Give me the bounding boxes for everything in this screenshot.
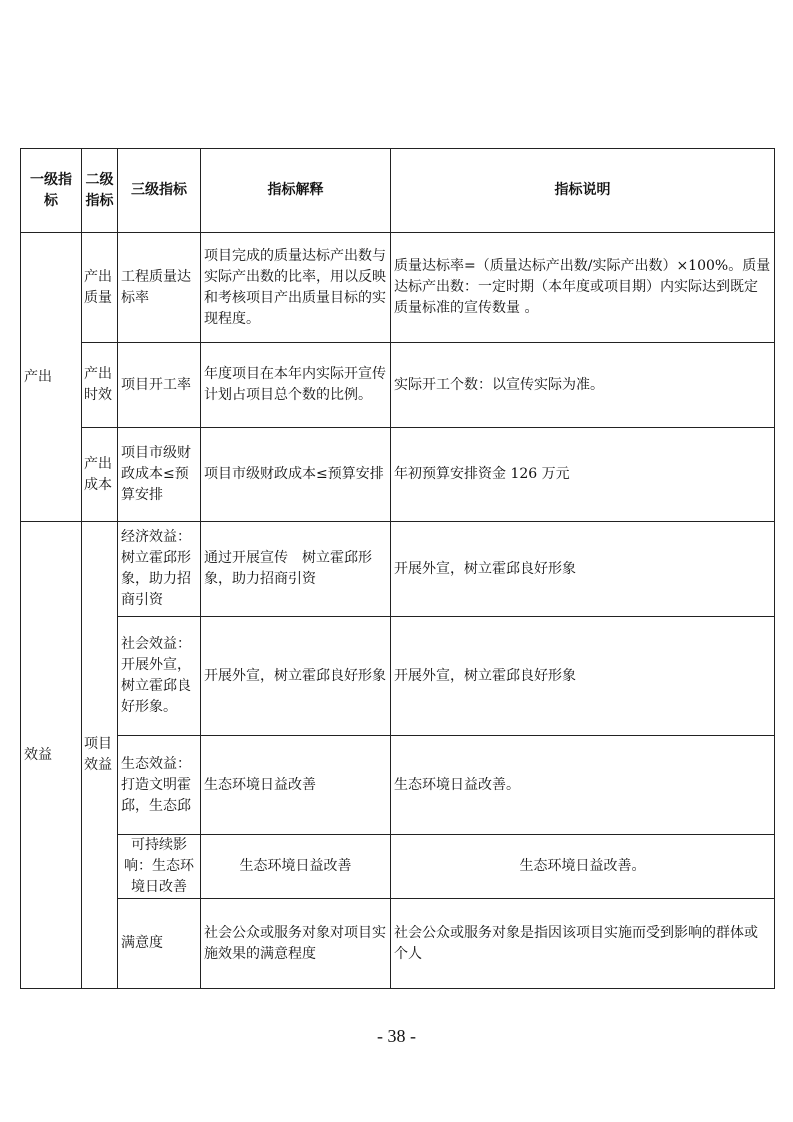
level3-cell: 经济效益：树立霍邱形象，助力招商引资	[118, 522, 201, 617]
header-row	[21, 149, 775, 233]
header-level2: 二级指标	[82, 149, 118, 233]
table-row	[21, 899, 775, 989]
explanation-cell: 年度项目在本年内实际开宣传计划占项目总个数的比例。	[201, 343, 391, 428]
explanation-cell: 通过开展宣传 树立霍邱形象，助力招商引资	[201, 522, 391, 617]
level3-cell: 项目市级财政成本≤预算安排	[118, 428, 201, 522]
description-cell: 年初预算安排资金 126 万元	[391, 428, 775, 522]
explanation-cell: 生态环境日益改善	[201, 736, 391, 835]
explanation-cell: 项目市级财政成本≤预算安排	[201, 428, 391, 522]
table-row	[21, 617, 775, 736]
performance-indicator-table	[20, 148, 775, 989]
header-level1: 一级指标	[21, 149, 82, 233]
description-cell: 开展外宣，树立霍邱良好形象	[391, 522, 775, 617]
level3-cell: 项目开工率	[118, 343, 201, 428]
group-output: 产出	[21, 233, 82, 522]
explanation-cell: 项目完成的质量达标产出数与实际产出数的比率，用以反映和考核项目产出质量目标的实现程度。	[201, 233, 391, 343]
level3-cell: 社会效益：开展外宣，树立霍邱良好形象。	[118, 617, 201, 736]
description-cell: 质量达标率=（质量达标产出数/实际产出数）×100%。质量达标产出数：一定时期（本年度或项目期）内实际达到既定质量标准的宣传数量 。	[391, 233, 775, 343]
explanation-cell: 生态环境日益改善	[201, 835, 391, 899]
table-row	[21, 343, 775, 428]
table-row	[21, 835, 775, 899]
explanation-cell: 社会公众或服务对象对项目实施效果的满意程度	[201, 899, 391, 989]
subgroup-project-benefit: 项目效益	[82, 522, 118, 989]
header-explanation: 指标解释	[201, 149, 391, 233]
subgroup-cost: 产出成本	[82, 428, 118, 522]
table-row	[21, 428, 775, 522]
header-description: 指标说明	[391, 149, 775, 233]
description-cell: 开展外宣，树立霍邱良好形象	[391, 617, 775, 736]
table-row	[21, 233, 775, 343]
level3-cell: 工程质量达标率	[118, 233, 201, 343]
subgroup-timeliness: 产出时效	[82, 343, 118, 428]
table-row	[21, 736, 775, 835]
description-cell: 生态环境日益改善。	[391, 736, 775, 835]
level3-cell: 满意度	[118, 899, 201, 989]
description-cell: 实际开工个数：以宣传实际为准。	[391, 343, 775, 428]
header-level3: 三级指标	[118, 149, 201, 233]
table-row	[21, 522, 775, 617]
subgroup-quality: 产出质量	[82, 233, 118, 343]
page-number: - 38 -	[377, 1026, 416, 1046]
description-cell: 生态环境日益改善。	[391, 835, 775, 899]
description-cell: 社会公众或服务对象是指因该项目实施而受到影响的群体或个人	[391, 899, 775, 989]
group-benefit: 效益	[21, 522, 82, 989]
explanation-cell: 开展外宣，树立霍邱良好形象	[201, 617, 391, 736]
level3-cell: 可持续影响：生态环境日改善	[118, 835, 201, 899]
level3-cell: 生态效益：打造文明霍邱，生态邱	[118, 736, 201, 835]
